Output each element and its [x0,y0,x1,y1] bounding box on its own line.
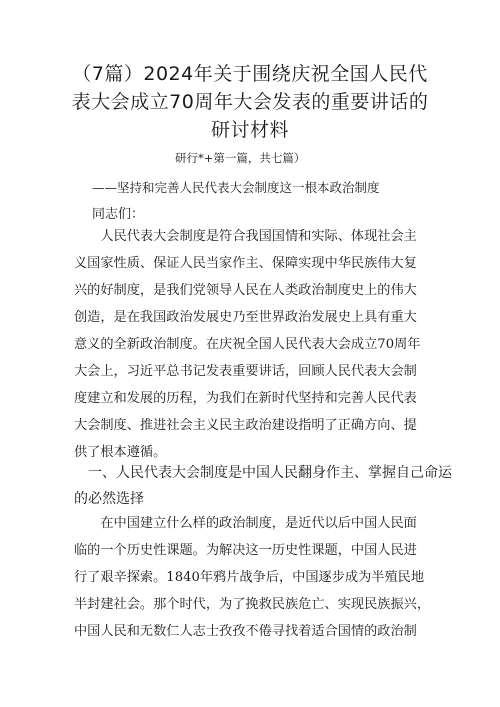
paragraph-line: 中国人民和无数仁人志士孜孜不倦寻找着适合国情的政治制 [74,624,417,639]
paragraph-section-one [74,510,430,645]
paragraph-line: 大会制度、推进社会主义民主政治建设指明了正确方向、提 [74,418,417,433]
paragraph-line: 半封建社会。那个时代，为了挽救民族危亡、实现民族振兴， [74,597,431,612]
paragraph-line: 创造，是在我国政治发展史乃至世界政治发展史上具有重大 [74,310,417,325]
paragraph-line: 义国家性质、保证人民当家作主、保障实现中华民族伟大复 [74,256,417,271]
title-line: 表大会成立70周年大会发表的重要讲话的 [71,91,429,113]
paragraph-line: 人民代表大会制度是符合我国国情和实际、体现社会主 [74,229,417,244]
paragraph-line: 意义的全新政治制度。在庆祝全国人民代表大会成立70周年 [74,337,421,352]
title-line: 研讨材料 [210,119,289,141]
paragraph-line: 兴的好制度，是我们党领导人民在人类政治制度史上的伟大 [74,283,417,298]
paragraph-line: 供了根本遵循。 [74,445,167,460]
greeting: 同志们： [92,207,145,222]
paragraph-line: 临的一个历史性课题。为解决这一历史性课题，中国人民进 [74,543,417,558]
document-tagline: ——坚持和完善人民代表大会制度这一根本政治制度 [92,180,380,195]
heading-line: 的必然选择 [74,491,144,507]
document-title [60,60,440,144]
paragraph-intro [74,223,430,466]
title-line: （7篇）2024年关于围绕庆祝全国人民代 [72,63,428,85]
paragraph-line: 度建立和发展的历程，为我们在新时代坚持和完善人民代表 [74,391,417,406]
paragraph-line: 在中国建立什么样的政治制度，是近代以后中国人民面 [74,516,417,531]
paragraph-line: 行了艰辛探索。1840年鸦片战争后，中国逐步成为半殖民地 [74,570,425,585]
document-subtitle: 研行*+第一篇，共七篇） [175,151,306,165]
heading-line: 一、人民代表大会制度是中国人民翻身作主、掌握自己命运 [74,465,452,481]
paragraph-line: 大会上，习近平总书记发表重要讲话，回顾人民代表大会制 [74,364,417,379]
section-heading [74,460,452,512]
